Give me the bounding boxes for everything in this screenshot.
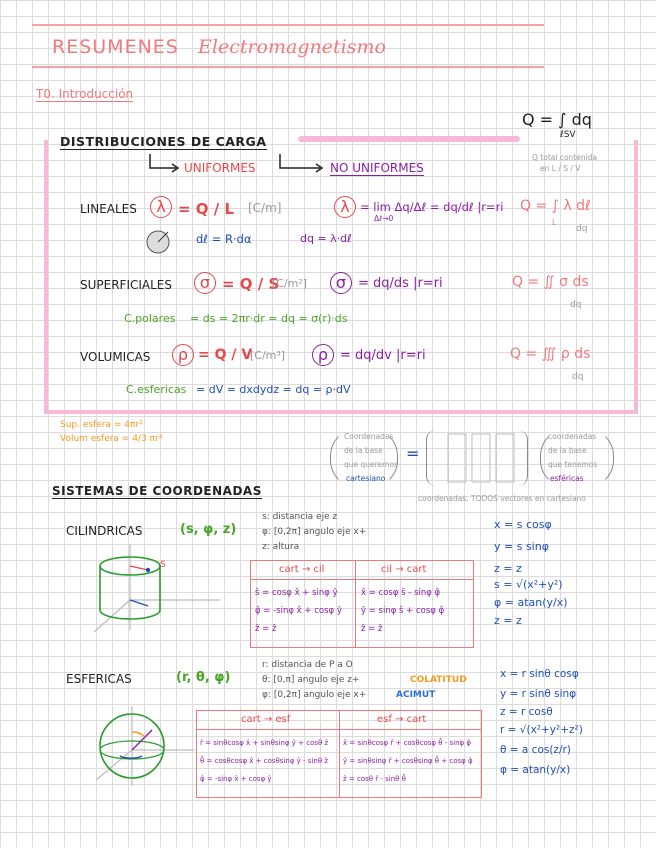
section-heading: T0. Introducción [36,87,134,101]
polar-formula: = ds = 2πr·dr = dq = σ(r)·ds [190,312,348,325]
matrix-left-1: Coordenadas [344,432,394,441]
sph-label: ESFERICAS [66,672,132,686]
q-total-note-2: en L / S / V [540,164,581,173]
lambda-dq-label: dq [576,224,588,234]
sph-vars: (r, θ, φ) [176,670,231,685]
matrix-right-2: de la base [548,446,587,455]
cyl-eq-0: x = s cosφ [494,518,552,531]
rho-nonuniform-symbol: ρ [312,344,334,366]
spherical-formula: = dV = dxdydz = dq = ρ·dV [196,383,351,396]
sigma-nonuniform-symbol: σ [330,272,352,294]
frame-top-right [298,136,520,142]
matrix-left-2: de la base [344,446,383,455]
title-rule [32,66,544,68]
cylinder-sketch [80,540,240,640]
cyl-def-z: z: altura [262,542,300,552]
lambda-symbol: λ [150,196,172,218]
nonuniform-label: NO UNIFORMES [330,161,424,175]
sph-right-1: ŷ = sinθsinφ r̂ + cosθsinφ θ̂ + cosφ φ̂ [343,757,473,765]
cyl-right-2: ẑ = ẑ [361,624,383,634]
sigma-dq-label: dq [570,300,582,310]
sph-left-0: r̂ = sinθcosφ x̂ + sinθsinφ ŷ + cosθ ẑ [200,739,329,747]
cyl-eq-2: z = z [494,562,522,575]
cyl-left-1: φ̂ = -sinφ x̂ + cosφ ŷ [255,606,342,616]
lambda-units: [C/m] [248,201,282,215]
uniform-label: UNIFORMES [184,161,256,175]
sph-table [196,710,482,798]
matrix-right-3: que tenemos [548,460,598,469]
matrix-footer: coordenadas, TODOS vectores en cartesiano [418,494,586,503]
sph-eq-0: x = r sinθ cosφ [500,668,579,680]
lambda-limit-sub: Δℓ→0 [374,214,394,223]
q-total-sub: ℓSV [560,130,576,140]
sph-head-left: cart → esf [241,714,291,725]
cyl-eq-5: z = z [494,614,522,627]
superficiales-label: SUPERFICIALES [80,278,173,292]
cyl-def-phi: φ: [0,2π] angulo eje x+ [262,527,367,537]
sph-eq-3: r = √(x²+y²+z²) [500,724,583,736]
sphere-volume-note: Volum esfera = 4/3 πr³ [60,434,163,444]
title-left: RESUMENES [52,36,179,58]
spherical-label: C.esfericas [126,383,187,396]
cyl-right-1: ŷ = sinφ ŝ + cosφ φ̂ [361,606,445,616]
sphere-surface-note: Sup. esfera = 4πr² [60,420,143,430]
rho-dq-label: dq [572,372,584,382]
cyl-def-s: s: distancia eje z [262,512,338,522]
cyl-left-0: ŝ = cosφ x̂ + sinφ ŷ [255,588,338,598]
sigma-uniform-formula: = Q / S [222,275,280,293]
cyl-right-0: x̂ = cosφ ŝ - sinφ φ̂ [361,588,441,598]
sph-right-0: x̂ = sinθcosφ r̂ + cosθcosφ θ̂ - sinφ φ̂ [343,739,472,747]
cyl-eq-4: φ = atan(y/x) [494,596,568,609]
sigma-Q-formula: Q = ∬ σ ds [512,274,589,290]
q-total-formula: Q = ∫ dq [522,110,592,129]
matrix-right-4: esféricas [550,474,584,483]
top-rule [32,24,544,26]
title-right: Electromagnetismo [198,36,386,58]
sigma-local-formula: = dq/ds |r=ri [358,276,443,291]
sph-eq-2: z = r cosθ [500,706,553,718]
rho-local-formula: = dq/dv |r=ri [340,348,426,363]
lambda-Q-formula: Q = ∫ λ dℓ [520,198,591,214]
sphere-sketch [82,700,202,790]
sph-def-phi: φ: [0,2π] angulo eje x+ [262,690,367,700]
sph-theta-name: COLATITUD [410,675,467,685]
distributions-title: DISTRIBUCIONES DE CARGA [60,134,267,149]
sph-right-2: ẑ = cosθ r̂ - sinθ θ̂ [343,775,406,783]
matrix-left-3: que queremos [344,460,398,469]
sph-eq-5: φ = atan(y/x) [500,764,571,776]
cyl-head-right: cil → cart [381,564,427,575]
cyl-vars: (s, φ, z) [180,522,237,537]
lambda-nonuniform-symbol: λ [334,196,356,218]
matrix-right-1: coordenadas [548,432,597,441]
volumicas-label: VOLUMICAS [80,350,151,364]
cyl-label: CILINDRICAS [66,524,143,538]
sph-eq-1: y = r sinθ sinφ [500,688,577,700]
coords-title: SISTEMAS DE COORDENADAS [52,484,262,498]
sigma-units: [C/m²] [272,277,308,290]
sph-left-2: φ̂ = -sinφ x̂ + cosφ ŷ [200,775,272,783]
polar-label: C.polares [124,312,176,325]
sph-def-theta: θ: [0,π] angulo eje z+ [262,675,360,685]
arc-sketch [140,226,186,256]
lineales-label: LINEALES [80,202,137,216]
rho-units: [C/m³] [250,349,286,362]
rho-uniform-formula: = Q / V [198,347,253,363]
cyl-axis-s: S [160,560,166,570]
q-total-note-1: Q total contenida [532,153,598,162]
lambda-dq-formula: dq = λ·dℓ [300,232,352,245]
sigma-symbol: σ [194,272,216,294]
matrix-equals: = [406,444,420,463]
sph-def-r: r: distancia de P a O [262,660,353,670]
rho-Q-formula: Q = ∭ ρ ds [510,346,591,362]
lambda-uniform-formula: = Q / L [178,200,235,218]
lambda-Q-sub: L [552,218,557,227]
rho-symbol: ρ [172,344,194,366]
sph-phi-name: ACIMUT [396,690,436,700]
cyl-head-left: cart → cil [279,564,325,575]
arc-note: dℓ = R·dα [196,232,252,246]
cyl-left-2: ẑ = ẑ [255,624,277,634]
matrix-left-4: cartesiano [346,474,386,483]
cyl-eq-1: y = s sinφ [494,540,549,553]
lambda-limit-formula: = lim Δq/Δℓ = dq/dℓ |r=ri [360,200,504,214]
sph-eq-4: θ = a cos(z/r) [500,744,571,756]
cyl-eq-3: s = √(x²+y²) [494,578,563,591]
matrix-cells [446,432,516,484]
cyl-table [250,560,474,648]
sph-head-right: esf → cart [377,714,427,725]
sph-left-1: θ̂ = cosθcosφ x̂ + cosθsinφ ŷ - sinθ ẑ [200,757,328,765]
